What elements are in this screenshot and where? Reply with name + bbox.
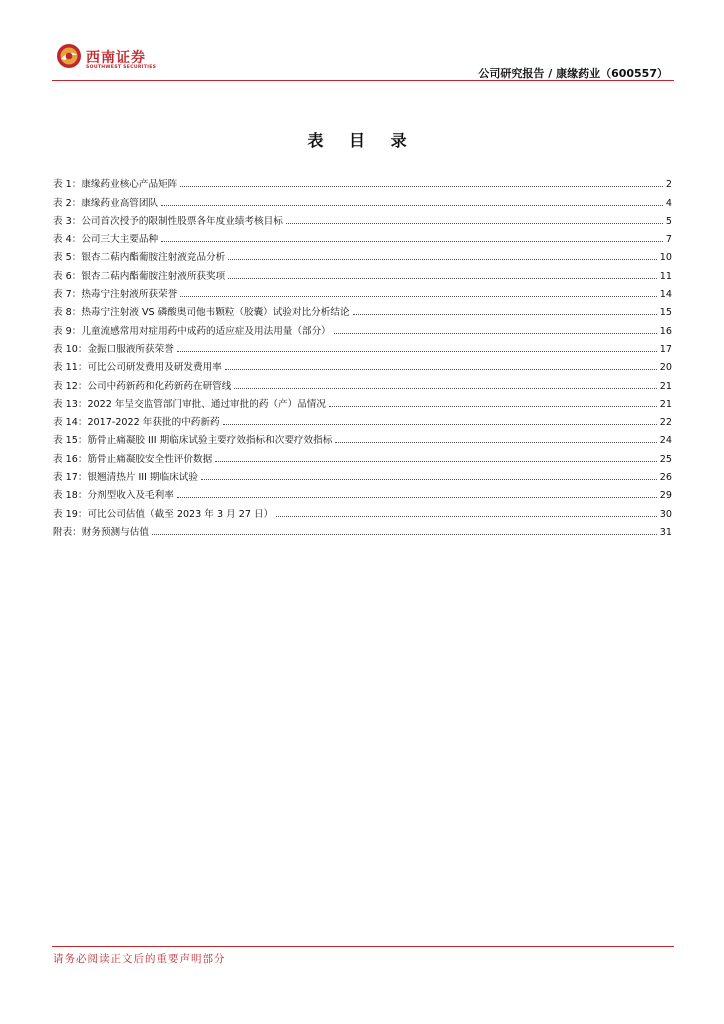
toc-entry-page-number[interactable]: 4 [665,197,672,209]
toc-entry[interactable] [53,263,672,281]
toc-entry-label[interactable]: 表 11：可比公司研发费用及研发费用率 [53,362,222,374]
toc-entry[interactable] [53,373,672,391]
toc-entry-page-number[interactable]: 11 [659,270,672,282]
toc-dot-leader [276,516,657,517]
toc-dot-leader [215,461,657,462]
page-header [0,0,724,84]
toc-entry[interactable] [53,428,672,446]
toc-entry-label[interactable]: 表 2：康缘药业高管团队 [53,197,159,209]
toc-entry-page-number[interactable]: 24 [659,435,672,447]
toc-entry[interactable] [53,209,672,227]
toc-entry[interactable] [53,245,672,263]
toc-entry-page-number[interactable]: 29 [659,490,672,502]
toc-entry[interactable] [53,483,672,501]
toc-entry-label[interactable]: 表 1：康缘药业核心产品矩阵 [53,179,178,191]
toc-entry-page-number[interactable]: 22 [659,417,672,429]
toc-entry-label[interactable]: 表 16：筋骨止痛凝胶安全性评价数据 [53,453,213,465]
toc-entry-page-number[interactable]: 16 [659,325,672,337]
report-info: 公司研究报告 / 康缘药业（600557） [478,67,668,80]
toc-entry[interactable] [53,282,672,300]
toc-entry-page-number[interactable]: 7 [665,234,672,246]
toc-entry[interactable] [53,172,672,190]
toc-entry-label[interactable]: 表 17：银翘清热片 III 期临床试验 [53,472,198,484]
toc-entry-label[interactable]: 表 10：金振口服液所获荣誉 [53,343,174,355]
toc-entry[interactable] [53,337,672,355]
toc-entry[interactable] [53,520,672,538]
toc-entry-label[interactable]: 表 3：公司首次授予的限制性股票各年度业绩考核目标 [53,215,283,227]
toc-dot-leader [201,479,657,480]
toc-dot-leader [225,369,657,370]
toc-entry[interactable] [53,355,672,373]
footer-divider [52,946,674,947]
logo-english-name: SOUTHWEST SECURITIES [86,65,157,70]
toc-entry-label[interactable]: 表 6：银杏二萜内酯葡胺注射液所获奖项 [53,270,226,282]
toc-dot-leader [161,205,663,206]
toc-dot-leader [152,534,657,535]
toc-dot-leader [180,186,663,187]
header-divider [52,80,674,81]
toc-entry-label[interactable]: 表 19：可比公司估值（截至 2023 年 3 月 27 日） [53,508,274,520]
toc-entry[interactable] [53,318,672,336]
toc-entry-page-number[interactable]: 2 [665,179,672,191]
toc-entry[interactable] [53,446,672,464]
toc-entry-label[interactable]: 表 12：公司中药新药和化药新药在研管线 [53,380,232,392]
toc-entry-label[interactable]: 附表：财务预测与估值 [53,526,149,538]
toc-dot-leader [234,388,656,389]
toc-entry-page-number[interactable]: 30 [659,508,672,520]
toc-entry-page-number[interactable]: 26 [659,472,672,484]
toc-entry[interactable] [53,392,672,410]
toc-dot-leader [286,223,663,224]
toc-entry-page-number[interactable]: 25 [659,453,672,465]
toc-entry-page-number[interactable]: 17 [659,343,672,355]
toc-entry-page-number[interactable]: 10 [659,252,672,264]
page-title: 表 目 录 [307,131,417,150]
toc-dot-leader [161,241,663,242]
toc-entry-page-number[interactable]: 20 [659,362,672,374]
toc-entry-label[interactable]: 表 8：热毒宁注射液 VS 磷酸奥司他韦颗粒（胶囊）试验对比分析结论 [53,307,350,319]
footer-disclaimer: 请务必阅读正文后的重要声明部分 [53,953,226,965]
toc-entry-label[interactable]: 表 4：公司三大主要品种 [53,234,159,246]
toc-dot-leader [353,314,657,315]
toc-dot-leader [329,406,657,407]
toc-entry-page-number[interactable]: 5 [665,215,672,227]
toc-entry[interactable] [53,501,672,519]
toc-entry[interactable] [53,465,672,483]
toc-entry-label[interactable]: 表 18：分剂型收入及毛利率 [53,490,174,502]
toc-dot-leader [334,333,657,334]
toc-dot-leader [223,424,657,425]
toc-entry-label[interactable]: 表 5：银杏二萜内酯葡胺注射液竞品分析 [53,252,226,264]
toc-entry[interactable] [53,300,672,318]
toc-entry-label[interactable]: 表 7：热毒宁注射液所获荣誉 [53,289,178,301]
toc-entry-page-number[interactable]: 21 [659,398,672,410]
toc-entry-page-number[interactable]: 21 [659,380,672,392]
toc-entry-page-number[interactable]: 15 [659,307,672,319]
table-of-tables [53,172,672,538]
toc-entry[interactable] [53,227,672,245]
toc-dot-leader [335,442,656,443]
toc-entry-label[interactable]: 表 9：儿童流感常用对症用药中成药的适应症及用法用量（部分） [53,325,331,337]
toc-entry-page-number[interactable]: 31 [659,526,672,538]
toc-entry-label[interactable]: 表 13：2022 年呈交监管部门审批、通过审批的药（产）品情况 [53,398,326,410]
toc-dot-leader [180,296,657,297]
toc-dot-leader [228,278,657,279]
toc-entry-label[interactable]: 表 14：2017-2022 年获批的中药新药 [53,417,220,429]
toc-dot-leader [177,351,657,352]
southwest-securities-logo-icon [56,43,82,69]
toc-entry[interactable] [53,410,672,428]
logo-chinese-name: 西南证券 [86,50,146,66]
toc-entry[interactable] [53,190,672,208]
toc-entry-page-number[interactable]: 14 [659,289,672,301]
toc-dot-leader [228,259,657,260]
toc-dot-leader [177,497,657,498]
toc-entry-label[interactable]: 表 15：筋骨止痛凝胶 III 期临床试验主要疗效指标和次要疗效指标 [53,435,333,447]
